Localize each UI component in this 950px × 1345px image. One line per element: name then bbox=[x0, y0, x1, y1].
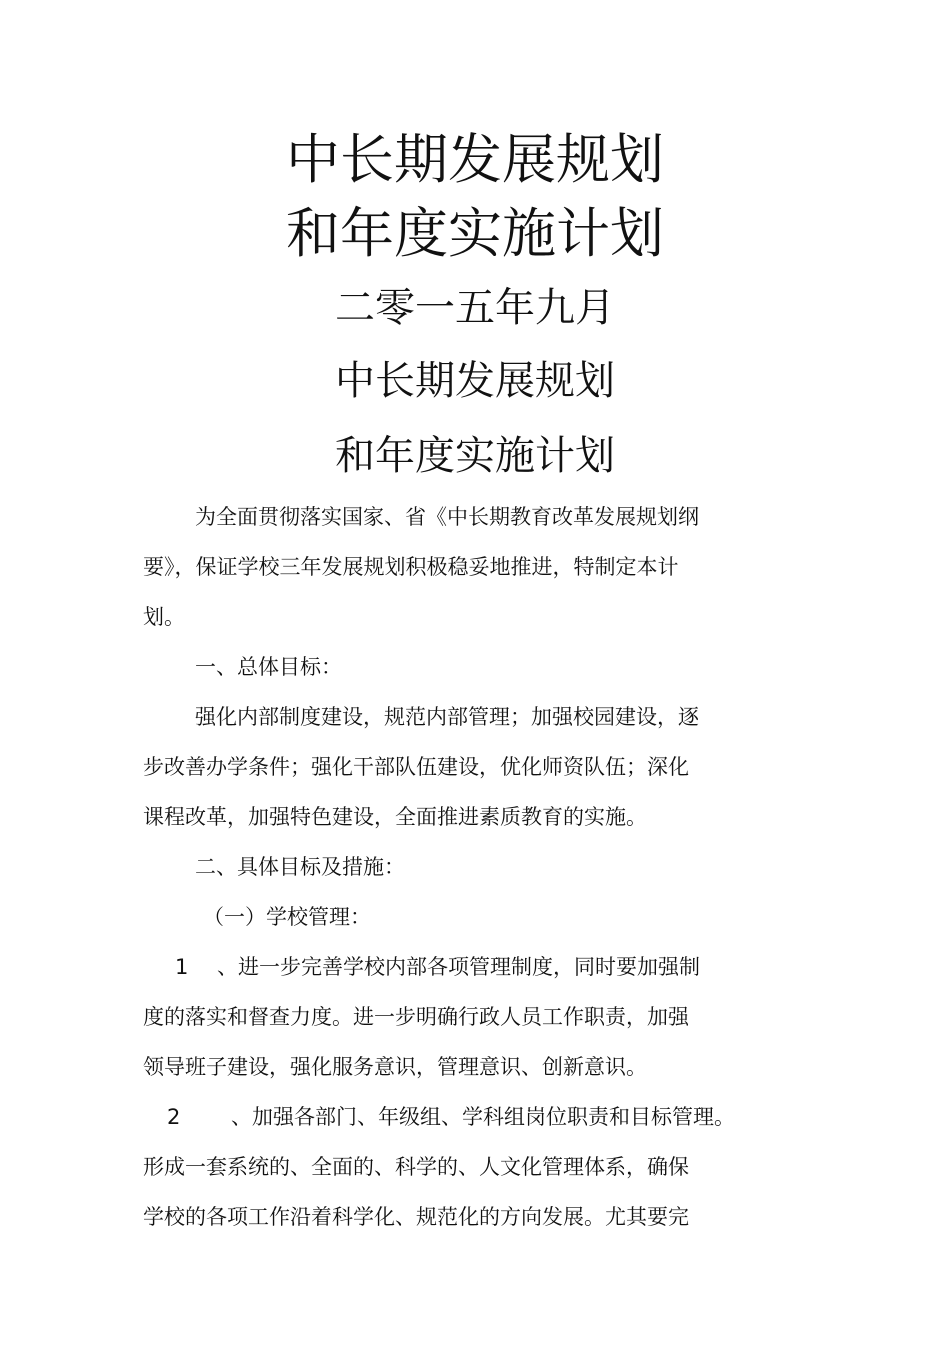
subsection-1-heading: （一）学校管理： bbox=[203, 905, 371, 929]
date-line: 二零一五年九月 bbox=[335, 285, 615, 331]
intro-line-3: 划。 bbox=[143, 605, 185, 629]
document-body bbox=[143, 492, 748, 1242]
main-title-line-1: 中长期发展规划 bbox=[286, 128, 664, 191]
item-2-line-3: 学校的各项工作沿着科学化、规范化的方向发展。尤其要完 bbox=[143, 1205, 689, 1229]
section-1-heading: 一、总体目标： bbox=[195, 655, 342, 679]
item-1-line-2: 度的落实和督查力度。进一步明确行政人员工作职责，加强 bbox=[143, 1005, 689, 1029]
item-1-line-1 bbox=[143, 942, 748, 992]
section-2-heading: 二、具体目标及措施： bbox=[195, 855, 405, 879]
section-1-line-3: 课程改革，加强特色建设，全面推进素质教育的实施。 bbox=[143, 805, 647, 829]
subtitle-line-2: 和年度实施计划 bbox=[335, 433, 615, 479]
item-1-text-start: 、进一步完善学校内部各项管理制度，同时要加强制 bbox=[217, 955, 700, 979]
item-2-number: 2 bbox=[167, 1105, 181, 1129]
intro-line-1: 为全面贯彻落实国家、省《中长期教育改革发展规划纲 bbox=[195, 505, 699, 529]
section-1-line-2: 步改善办学条件；强化干部队伍建设，优化师资队伍；深化 bbox=[143, 755, 689, 779]
section-1-line-1: 强化内部制度建设，规范内部管理；加强校园建设，逐 bbox=[195, 705, 699, 729]
item-1-line-3: 领导班子建设，强化服务意识，管理意识、创新意识。 bbox=[143, 1055, 647, 1079]
item-1-number: 1 bbox=[175, 955, 189, 979]
intro-line-2: 要》，保证学校三年发展规划积极稳妥地推进，特制定本计 bbox=[143, 555, 679, 579]
subtitle-line-1: 中长期发展规划 bbox=[335, 358, 615, 404]
main-title-line-2: 和年度实施计划 bbox=[286, 202, 664, 265]
item-2-line-2: 形成一套系统的、全面的、科学的、人文化管理体系，确保 bbox=[143, 1155, 689, 1179]
item-2-line-1 bbox=[143, 1092, 748, 1142]
item-2-text-start: 、加强各部门、年级组、学科组岗位职责和目标管理。 bbox=[231, 1105, 735, 1129]
